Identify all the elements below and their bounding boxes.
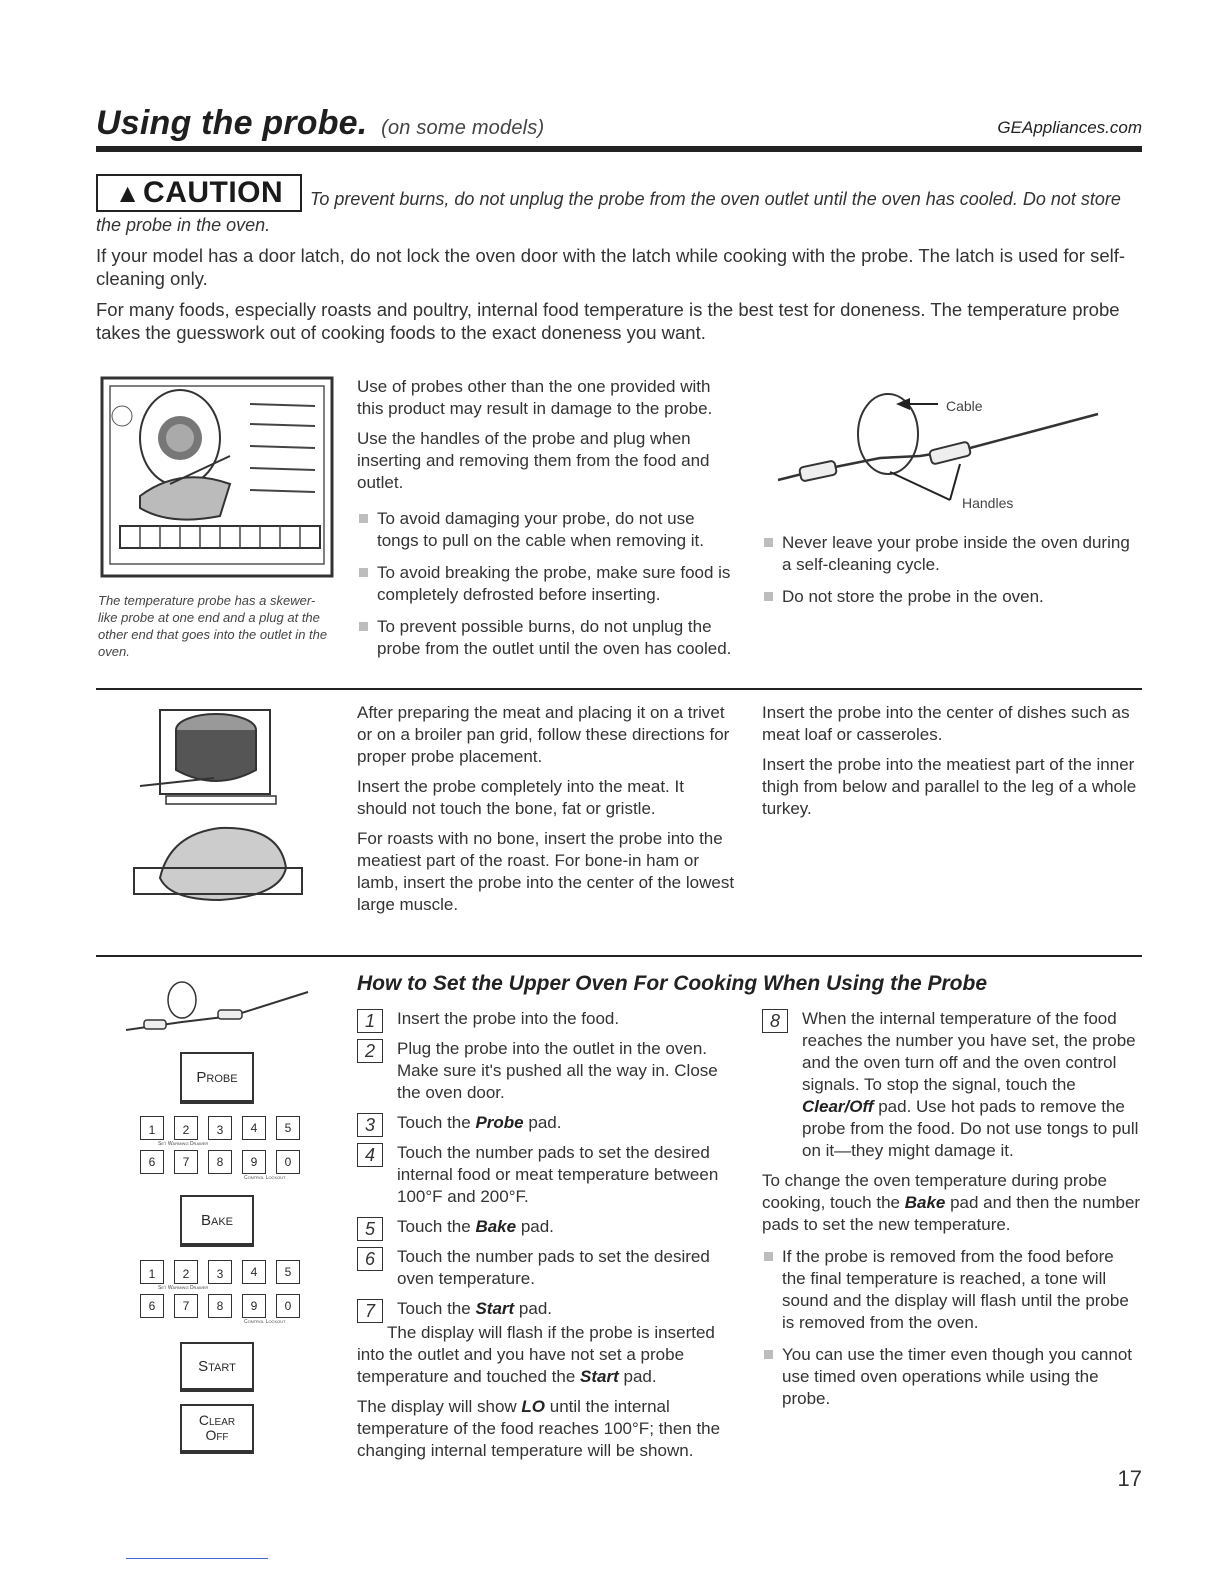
intro-paragraph-latch: If your model has a door latch, do not lock the oven door with the latch while cooking with the probe. The latch is used for self-cleaning only. [96, 245, 1126, 289]
key-0-b[interactable]: 0 [276, 1294, 300, 1318]
step-4: 4 Touch the number pads to set the desired internal food or meat temperature between 100°F and 200°F. [357, 1142, 732, 1208]
probe-usage-column [357, 376, 737, 670]
key-row-1 [140, 1116, 300, 1140]
bullet-self-clean: Never leave your probe inside the oven during a self-cleaning cycle. [762, 532, 1132, 576]
key-6[interactable]: 6 [140, 1150, 164, 1174]
bullet-tongs: To avoid damaging your probe, do not use tongs to pull on the cable when removing it. [357, 508, 737, 552]
label-cable: Cable [946, 398, 983, 414]
step-1: 1 Insert the probe into the food. [357, 1008, 732, 1030]
meat-prep-note: After preparing the meat and placing it on a trivet or on a broiler pan grid, follow these directions for proper probe placement. [357, 703, 730, 766]
key-row-2 [140, 1150, 300, 1174]
key-row-3 [140, 1260, 300, 1284]
casserole-note: Insert the probe into the center of dishes such as meat loaf or casseroles. [762, 703, 1130, 744]
change-temp-note: To change the oven temperature during probe cooking, touch the Bake pad and then the number pads to set the new temperature. [762, 1171, 1141, 1234]
clear-pad-label: Clear [198, 1412, 236, 1428]
key-4-b[interactable]: 4 [242, 1260, 266, 1284]
key-4[interactable]: 4 [242, 1116, 266, 1140]
roast-insert-note: For roasts with no bone, insert the probe into the meatiest part of the roast. For bone-in ham or lamb, insert the probe into the center of the lowest large muscle. [357, 829, 735, 914]
key-9-b[interactable]: 9 [242, 1294, 266, 1318]
step-number: 3 [357, 1113, 383, 1137]
key-1[interactable]: 1 [140, 1116, 164, 1140]
title-text: Using the probe. [96, 104, 368, 142]
caution-message: To prevent burns, do not unplug the probe from the oven outlet until the oven has cooled. Do not store the probe in the oven. [96, 189, 1121, 235]
key-2-b[interactable]: 2 [174, 1260, 198, 1284]
key-9[interactable]: 9 [242, 1150, 266, 1174]
probe-pad[interactable] [180, 1052, 254, 1104]
step-8: 8 When the internal temperature of the food reaches the number you have set, the probe and the oven turn off and the oven control signals. To stop the signal, touch the Clear/Off pad. Use hot pads to remove the probe from the food. Do not use tongs to pull on it—they might damage it. [762, 1008, 1142, 1162]
step-8-column [762, 1008, 1142, 1420]
off-pad-label: Off [205, 1427, 229, 1443]
dishes-placement-column [762, 702, 1142, 828]
start-pad-label: Start [198, 1357, 236, 1375]
key-3-b[interactable]: 3 [208, 1260, 232, 1284]
key-row-4 [140, 1294, 300, 1318]
section-divider-1 [96, 688, 1142, 690]
step-5: 5 Touch the Bake pad. [357, 1216, 732, 1238]
section-heading: How to Set the Upper Oven For Cooking When Using the Probe [357, 972, 988, 995]
bullet-probe-removed: If the probe is removed from the food before the final temperature is reached, a tone will sound and the display will flash until the probe is removed from the oven. [762, 1246, 1142, 1334]
footer-link-line [126, 1558, 268, 1559]
oven-probe-illustration [100, 376, 334, 580]
step-number: 2 [357, 1039, 383, 1063]
probe-cable-diagram [770, 382, 1110, 516]
key-8[interactable]: 8 [208, 1150, 232, 1174]
caution-label: CAUTION [143, 176, 284, 209]
key-7[interactable]: 7 [174, 1150, 198, 1174]
page-number: 17 [1117, 1466, 1142, 1491]
warming-label-2: Set Warming Drawer [158, 1285, 209, 1291]
bullet-unplug: To prevent possible burns, do not unplug the probe from the outlet until the oven has cooled. [357, 616, 737, 660]
key-7-b[interactable]: 7 [174, 1294, 198, 1318]
meat-insert-note: Insert the probe completely into the meat. It should not touch the bone, fat or gristle. [357, 777, 684, 818]
step-2: 2 Plug the probe into the outlet in the oven. Make sure it's pushed all the way in. Close the oven door. [357, 1038, 732, 1104]
page-title [96, 104, 544, 143]
meat-placement-column [357, 702, 737, 924]
bullet-timer: You can use the timer even though you cannot use timed oven operations while using the probe. [762, 1344, 1142, 1410]
key-5-b[interactable]: 5 [276, 1260, 300, 1284]
section-divider-2 [96, 955, 1142, 957]
header-divider [96, 146, 1142, 152]
step-number: 8 [762, 1009, 788, 1033]
keypad-panel [140, 1050, 310, 1450]
step-number: 7 [357, 1299, 383, 1323]
probe-handles-note: Use the handles of the probe and plug when inserting and removing them from the food and outlet. [357, 429, 710, 492]
step-3: 3 Touch the Probe pad. [357, 1112, 732, 1134]
step-number: 6 [357, 1247, 383, 1271]
clear-off-pad[interactable] [180, 1404, 254, 1454]
roast-and-turkey-illustration [130, 700, 310, 930]
flash-note: The display will flash if the probe is inserted into the outlet and you have not set a probe temperature and touched the Start pad. [357, 1323, 715, 1386]
step-number: 1 [357, 1009, 383, 1033]
bullet-defrost: To avoid breaking the probe, make sure food is completely defrosted before inserting. [357, 562, 737, 606]
key-3[interactable]: 3 [208, 1116, 232, 1140]
key-0[interactable]: 0 [276, 1150, 300, 1174]
step-7: 7 Touch the Start pad. [357, 1298, 732, 1320]
key-1-b[interactable]: 1 [140, 1260, 164, 1284]
bullet-do-not-store: Do not store the probe in the oven. [762, 586, 1132, 608]
probe-small-icon [122, 980, 312, 1040]
key-8-b[interactable]: 8 [208, 1294, 232, 1318]
caution-badge [96, 174, 302, 212]
self-clean-notes [762, 532, 1132, 618]
key-2[interactable]: 2 [174, 1116, 198, 1140]
label-handles: Handles [962, 495, 1014, 511]
warning-triangle-icon: ▲ [114, 177, 142, 208]
bake-pad[interactable] [180, 1195, 254, 1247]
start-pad[interactable] [180, 1342, 254, 1392]
key-6-b[interactable]: 6 [140, 1294, 164, 1318]
intro-paragraph-doneness: For many foods, especially roasts and poultry, internal food temperature is the best test for doneness. The temperature probe takes the guesswork out of cooking foods to the exact doneness you want. [96, 299, 1120, 343]
turkey-note: Insert the probe into the meatiest part of the inner thigh from below and parallel to the leg of a whole turkey. [762, 755, 1137, 818]
lockout-label-2: Control Lockout [244, 1319, 286, 1325]
step-6: 6 Touch the number pads to set the desired oven temperature. [357, 1246, 732, 1290]
probe-damage-note: Use of probes other than the one provided with this product may result in damage to the probe. [357, 377, 713, 418]
title-subtitle: (on some models) [381, 117, 545, 139]
bake-pad-label: Bake [200, 1211, 233, 1229]
probe-caption: The temperature probe has a skewer-like probe at one end and a plug at the other end that goes into the outlet in the oven. [98, 593, 328, 659]
website-link[interactable]: GEAppliances.com [997, 118, 1142, 137]
steps-column [357, 1008, 732, 1470]
step-number: 4 [357, 1143, 383, 1167]
lockout-label: Control Lockout [244, 1175, 286, 1181]
warming-label: Set Warming Drawer [158, 1141, 209, 1147]
step-number: 5 [357, 1217, 383, 1241]
lo-note: The display will show LO until the internal temperature of the food reaches 100°F; then the changing internal temperature will be shown. [357, 1397, 721, 1460]
key-5[interactable]: 5 [276, 1116, 300, 1140]
probe-pad-label: Probe [196, 1068, 238, 1086]
